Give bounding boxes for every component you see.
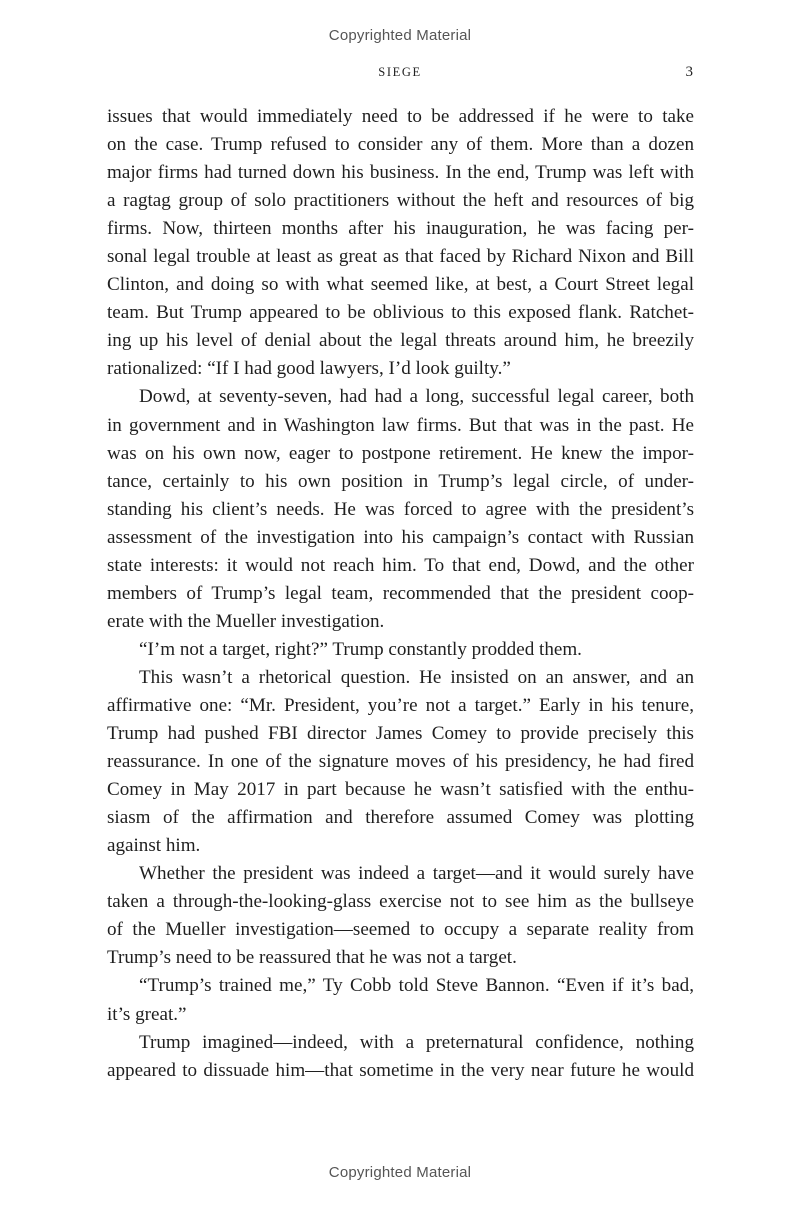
text-line: state interests: it would not reach him. To that end, Dowd, and the other (107, 554, 694, 576)
copyright-watermark-top: Copyrighted Material (328, 27, 472, 44)
text-line: a ragtag group of solo practitioners without the heft and resources of big (107, 190, 694, 212)
text-line: Clinton, and doing so with what seemed like, at best, a Court Street legal (107, 274, 694, 296)
text-line: erate with the Mueller investigation. (107, 610, 385, 632)
body-text (107, 103, 694, 1085)
text-line: was on his own now, eager to postpone retirement. He knew the impor- (107, 442, 694, 464)
running-header (0, 64, 800, 84)
text-line: rationalized: “If I had good lawyers, I’d look guilty.” (107, 358, 511, 380)
text-line: team. But Trump appeared to be oblivious to this exposed flank. Ratchet- (107, 302, 694, 324)
text-line: on the case. Trump refused to consider any of them. More than a dozen (107, 134, 694, 156)
copyright-watermark-bottom: Copyrighted Material (328, 1164, 472, 1181)
text-line: of the Mueller investigation—seemed to occupy a separate reality from (107, 919, 694, 941)
text-line: sonal legal trouble at least as great as that faced by Richard Nixon and Bill (107, 246, 694, 268)
text-line: standing his client’s needs. He was forced to agree with the president’s (107, 498, 694, 520)
text-line: against him. (107, 835, 201, 857)
text-line: This wasn’t a rhetorical question. He insisted on an answer, and an (139, 666, 694, 688)
text-line: Trump’s need to be reassured that he was not a target. (107, 947, 517, 969)
text-line: in government and in Washington law firms. But that was in the past. He (107, 414, 694, 436)
text-line: siasm of the affirmation and therefore assumed Comey was plotting (107, 807, 694, 829)
text-line: major firms had turned down his business. In the end, Trump was left with (107, 162, 694, 184)
running-title: SIEGE (378, 65, 422, 79)
text-line: Dowd, at seventy-seven, had had a long, successful legal career, both (139, 386, 694, 408)
text-line: issues that would immediately need to be addressed if he were to take (107, 106, 694, 127)
text-line: “Trump’s trained me,” Ty Cobb told Steve Bannon. “Even if it’s bad, (139, 975, 694, 997)
text-line: firms. Now, thirteen months after his inauguration, he was facing per- (107, 218, 694, 240)
text-line: taken a through-the-looking-glass exercise not to see him as the bullseye (107, 891, 694, 913)
text-line: affirmative one: “Mr. President, you’re not a target.” Early in his tenure, (107, 694, 694, 716)
page-number: 3 (685, 64, 693, 80)
text-line: appeared to dissuade him—that sometime in the very near future he would (107, 1059, 694, 1081)
text-line: ing up his level of denial about the legal threats around him, he breezily (107, 330, 694, 352)
text-line: tance, certainly to his own position in Trump’s legal circle, of under- (107, 470, 694, 492)
text-line: Trump imagined—indeed, with a preternatural confidence, nothing (139, 1031, 694, 1053)
text-line: members of Trump’s legal team, recommended that the president coop- (107, 582, 694, 604)
text-line: Whether the president was indeed a target—and it would surely have (139, 863, 694, 885)
text-line: assessment of the investigation into his campaign’s contact with Russian (107, 526, 694, 548)
text-line: “I’m not a target, right?” Trump constantly prodded them. (139, 638, 582, 660)
text-line: reassurance. In one of the signature moves of his presidency, he had fired (107, 751, 694, 773)
text-line: it’s great.” (107, 1003, 187, 1025)
text-line: Comey in May 2017 in part because he wasn’t satisfied with the enthu- (107, 779, 694, 801)
text-line: Trump had pushed FBI director James Comey to provide precisely this (107, 723, 694, 745)
